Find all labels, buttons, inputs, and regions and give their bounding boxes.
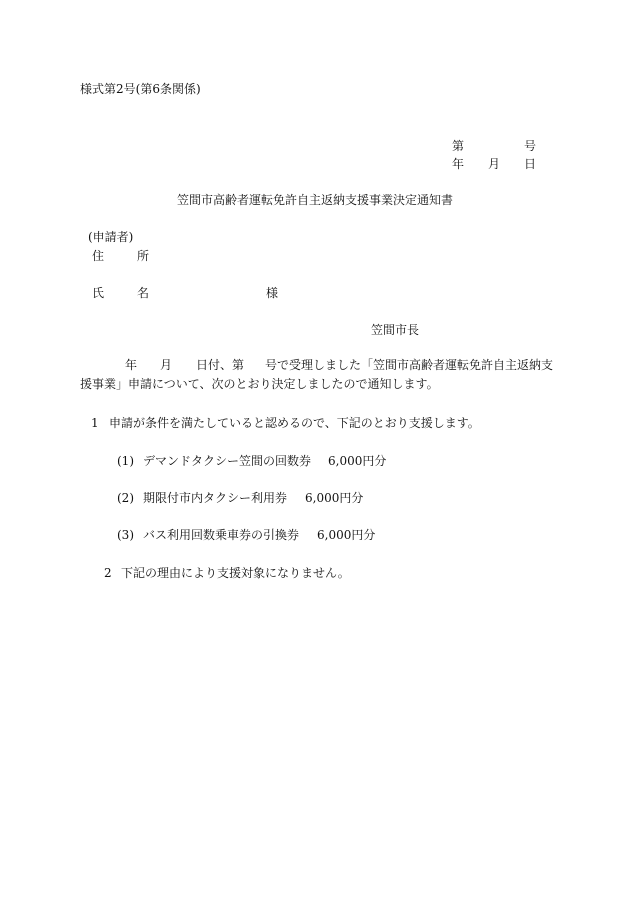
address-label-char-2: 所 (137, 249, 150, 263)
form-label: 様式第2号(第6条関係) (80, 82, 201, 96)
subitem-1-amount: 6,000円分 (328, 454, 387, 468)
subitem-2-amount: 6,000円分 (305, 491, 364, 505)
intro-month: 月 (160, 358, 173, 372)
subitem-2-text: 期限付市内タクシー利用券 (143, 491, 288, 505)
item-1-text: 申請が条件を満たしていると認めるので、下記のとおり支援します。 (109, 416, 480, 430)
intro-line-2: 援事業」申請について、次のとおり決定しましたので通知します。 (80, 377, 439, 391)
number-dai-label: 第 (452, 139, 465, 153)
subitem-3-amount: 6,000円分 (317, 528, 376, 542)
applicant-heading: (申請者) (88, 230, 134, 244)
honorific-sama: 様 (266, 286, 279, 300)
item-1-number: 1 (91, 416, 99, 430)
issuer-name: 笠間市長 (371, 323, 420, 337)
date-month-label: 月 (488, 157, 501, 171)
date-day-label: 日 (524, 157, 537, 171)
intro-go-text: 号で受理しました「笠間市高齢者運転免許自主返納支 (265, 358, 554, 372)
address-label-char-1: 住 (92, 249, 105, 263)
subitem-1-number: (1) (117, 454, 134, 468)
subitem-3-number: (3) (117, 528, 134, 542)
document-title: 笠間市高齢者運転免許自主返納支援事業決定通知書 (176, 193, 453, 207)
intro-year: 年 (125, 358, 138, 372)
intro-day-dai: 日付、第 (196, 358, 245, 372)
number-go-label: 号 (524, 139, 537, 153)
subitem-1-text: デマンドタクシー笠間の回数券 (143, 454, 312, 468)
name-label-char-2: 名 (137, 286, 150, 300)
item-2-number: 2 (104, 566, 112, 580)
item-2-text: 下記の理由により支援対象になりません。 (121, 566, 350, 580)
subitem-3-text: バス利用回数乗車券の引換券 (143, 528, 300, 542)
name-label-char-1: 氏 (92, 286, 105, 300)
subitem-2-number: (2) (117, 491, 134, 505)
date-year-label: 年 (452, 157, 465, 171)
